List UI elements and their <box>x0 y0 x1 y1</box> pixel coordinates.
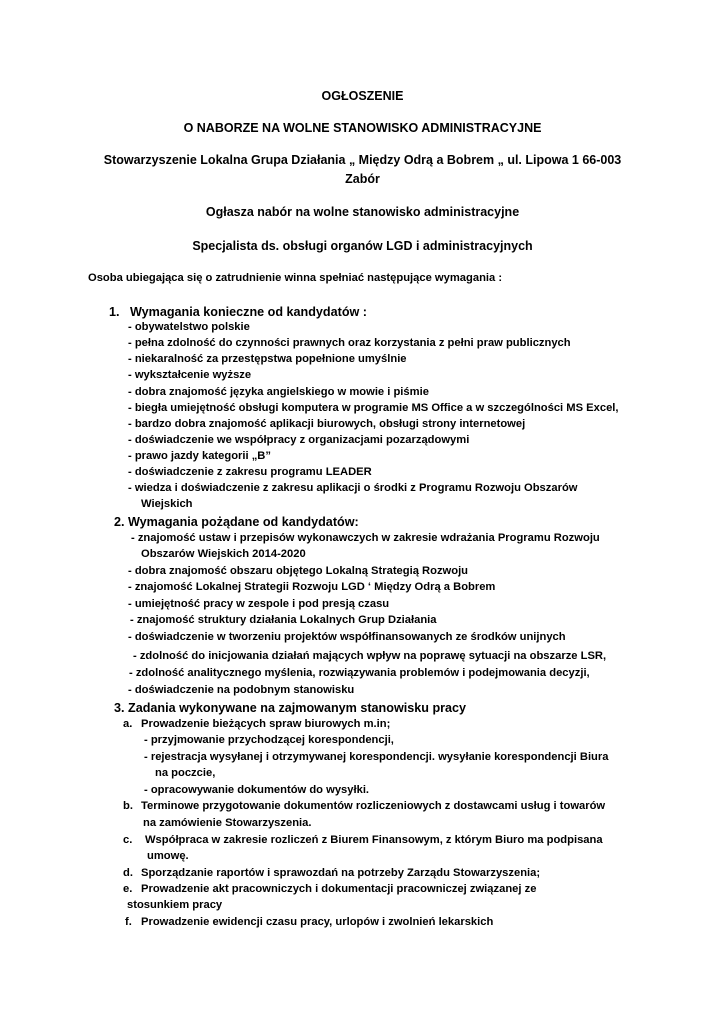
task-e: Prowadzenie akt pracowniczych i dokumentacji pracowniczej związanej ze <box>141 883 537 895</box>
task-a: Prowadzenie bieżących spraw biurowych m.in; <box>141 718 391 730</box>
requirement-item: - prawo jazdy kategorii „B” <box>128 450 271 462</box>
task-label-b: b. <box>123 800 133 812</box>
section-2-heading: 2. Wymagania pożądane od kandydatów: <box>114 515 359 529</box>
task-c: Współpraca w zakresie rozliczeń z Biurem Finansowym, z którym Biuro ma podpisana <box>145 834 603 846</box>
task-a-subitem: - przyjmowanie przychodzącej korespondencji, <box>144 734 394 746</box>
task-a-subitem: - opracowywanie dokumentów do wysyłki. <box>144 784 370 796</box>
section-1-number: 1. <box>109 305 120 319</box>
document-subtitle: O NABORZE NA WOLNE STANOWISKO ADMINISTRACYJNE <box>183 121 542 135</box>
desired-item: - znajomość Lokalnej Strategii Rozwoju LGD ‘ Między Odrą a Bobrem <box>128 581 496 593</box>
task-f: Prowadzenie ewidencji czasu pracy, urlopów i zwolnień lekarskich <box>141 916 494 928</box>
requirement-item: - wiedza i doświadczenie z zakresu aplikacji o środki z Programu Rozwoju Obszarów <box>128 482 578 494</box>
desired-item-continuation: Obszarów Wiejskich 2014-2020 <box>141 548 306 560</box>
task-d: Sporządzanie raportów i sprawozdań na potrzeby Zarządu Stowarzyszenia; <box>141 867 541 879</box>
task-a-subitem: - rejestracja wysyłanej i otrzymywanej korespondencji. wysyłanie korespondencji Biura <box>144 751 609 763</box>
requirement-item-continuation: Wiejskich <box>141 498 193 510</box>
desired-item: - zdolność analitycznego myślenia, rozwiązywania problemów i podejmowania decyzji, <box>129 667 590 679</box>
position-title: Specjalista ds. obsługi organów LGD i administracyjnych <box>192 239 533 253</box>
intro-text: Osoba ubiegająca się o zatrudnienie winna spełniać następujące wymagania : <box>88 272 503 284</box>
requirement-item: - biegła umiejętność obsługi komputera w programie MS Office a w szczególności MS Excel, <box>128 402 619 414</box>
desired-item: - znajomość ustaw i przepisów wykonawczych w zakresie wdrażania Programu Rozwoju <box>131 532 600 544</box>
requirement-item: - pełna zdolność do czynności prawnych oraz korzystania z pełni praw publicznych <box>128 337 571 349</box>
requirement-item: - dobra znajomość języka angielskiego w mowie i piśmie <box>128 386 429 398</box>
task-label-a: a. <box>123 718 133 730</box>
task-a-subitem-continuation: na poczcie, <box>155 767 216 779</box>
section-1-heading: Wymagania konieczne od kandydatów : <box>130 305 367 319</box>
requirement-item: - doświadczenie we współpracy z organizacjami pozarządowymi <box>128 434 470 446</box>
task-label-c: c. <box>123 834 133 846</box>
organization-line-2: Zabór <box>345 172 380 186</box>
requirement-item: - doświadczenie z zakresu programu LEADER <box>128 466 372 478</box>
desired-item: - doświadczenie na podobnym stanowisku <box>128 684 355 696</box>
task-b-continuation: na zamówienie Stowarzyszenia. <box>143 817 312 829</box>
task-label-e: e. <box>123 883 133 895</box>
section-3-heading: 3. Zadania wykonywane na zajmowanym stanowisku pracy <box>114 701 467 715</box>
organization-line-1: Stowarzyszenie Lokalna Grupa Działania „ Między Odrą a Bobrem „ ul. Lipowa 1 66-003 <box>103 153 622 167</box>
desired-item: - doświadczenie w tworzeniu projektów współfinansowanych ze środków unijnych <box>128 631 566 643</box>
desired-item: - umiejętność pracy w zespole i pod presją czasu <box>128 598 390 610</box>
requirement-item: - wykształcenie wyższe <box>128 369 252 381</box>
requirement-item: - bardzo dobra znajomość aplikacji biurowych, obsługi strony internetowej <box>128 418 526 430</box>
announcement-line: Ogłasza nabór na wolne stanowisko administracyjne <box>205 205 520 219</box>
requirement-item: - obywatelstwo polskie <box>128 321 250 333</box>
requirement-item: - niekaralność za przestępstwa popełnione umyślnie <box>128 353 407 365</box>
document-title: OGŁOSZENIE <box>321 89 404 103</box>
desired-item: - zdolność do inicjowania działań mających wpływ na poprawę sytuacji na obszarze LSR, <box>133 650 607 662</box>
task-label-f: f. <box>125 916 132 928</box>
task-e-continuation: stosunkiem pracy <box>127 899 223 911</box>
task-c-continuation: umowę. <box>147 850 189 862</box>
task-b: Terminowe przygotowanie dokumentów rozliczeniowych z dostawcami usług i towarów <box>141 800 606 812</box>
task-label-d: d. <box>123 867 133 879</box>
desired-item: - dobra znajomość obszaru objętego Lokalną Strategią Rozwoju <box>128 565 469 577</box>
desired-item: - znajomość struktury działania Lokalnych Grup Działania <box>130 614 437 626</box>
